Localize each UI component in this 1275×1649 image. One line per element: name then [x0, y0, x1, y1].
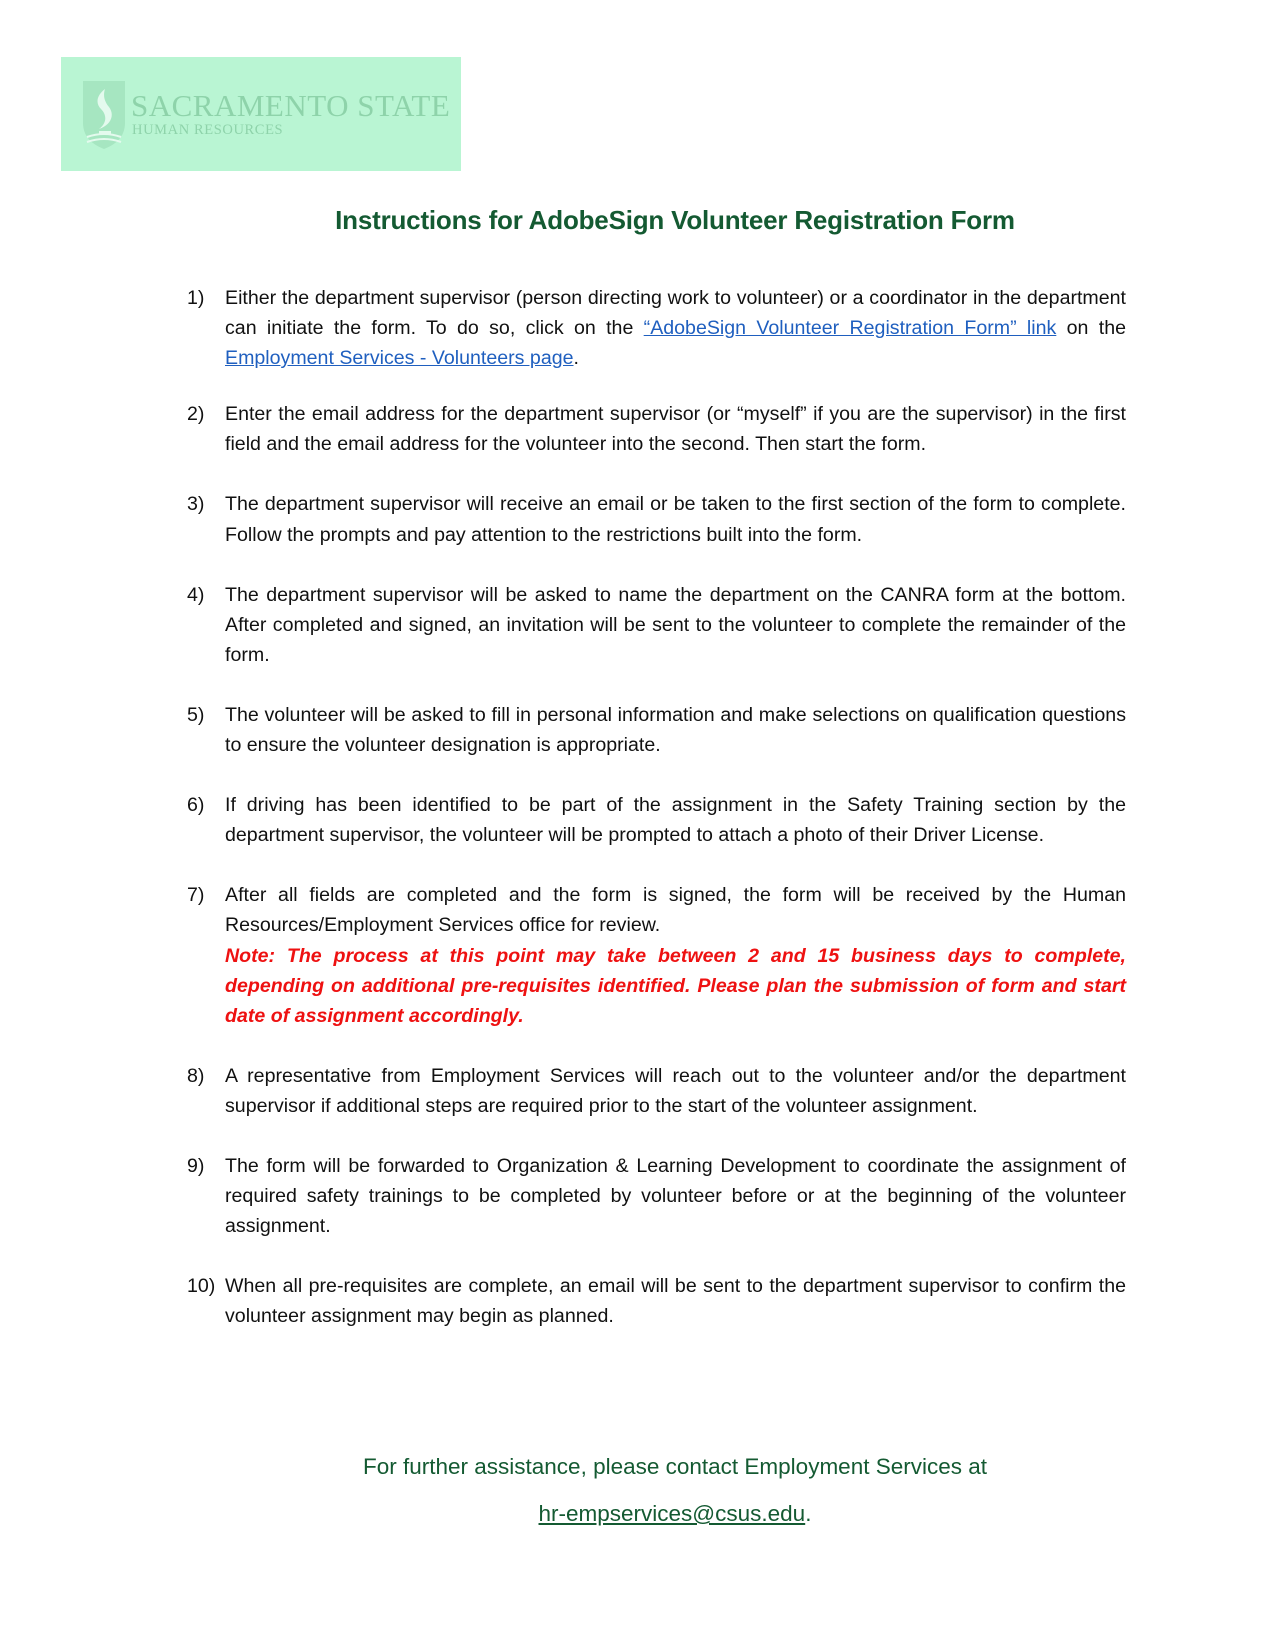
logo-name: SACRAMENTO STATE — [131, 88, 451, 123]
instruction-list — [187, 283, 1126, 1331]
step-number: 7) — [187, 884, 205, 907]
step-number: 5) — [187, 703, 205, 726]
step-text: The department supervisor will receive an email or be taken to the first section of the form to complete. Follow the prompts and pay attention to the restrictions built into the form. — [225, 493, 1126, 546]
step-text: . — [573, 347, 579, 370]
step-text: After all fields are completed and the form is signed, the form will be received by the Human Resources/Employment Services office for review. — [225, 884, 1126, 937]
volunteers-page-link[interactable]: Employment Services - Volunteers page — [225, 347, 574, 370]
processing-time-note: Note: The process at this point may take between 2 and 15 business days to complete, depending on additional pre-requisites identified. Please plan the submission of form and start date of assignment accordingly. — [225, 944, 1126, 1027]
contact-footer: For further assistance, please contact Employment Services at — [362, 1454, 988, 1479]
step-number: 1) — [187, 287, 205, 309]
list-item-step-9 — [187, 1151, 1126, 1241]
step-text: The volunteer will be asked to fill in personal information and make selections on qualification questions to ensure the volunteer designation is appropriate. — [225, 703, 1126, 757]
sacramento-state-hr-logo — [61, 57, 461, 171]
adobesign-form-link[interactable]: “AdobeSign Volunteer Registration Form” link — [643, 317, 1057, 340]
step-text: When all pre-requisites are complete, an email will be sent to the department supervisor to confirm the volunteer assignment may begin as planned. — [225, 1275, 1126, 1328]
list-item-step-2 — [187, 399, 1126, 459]
contact-email-line — [0, 1501, 1275, 1527]
step-number: 3) — [187, 493, 205, 516]
step-number: 10) — [187, 1275, 216, 1298]
step-text: A representative from Employment Services will reach out to the volunteer and/or the department supervisor if additional steps are required prior to the start of the volunteer assignment. — [225, 1064, 1126, 1117]
step-text: Either the department supervisor (person directing work to volunteer) or a coordinator in the department can initiate the form. To do so, click on the — [225, 287, 1126, 340]
footer-period: . — [805, 1501, 812, 1526]
list-item-step-6 — [187, 790, 1126, 850]
page-title: Instructions for AdobeSign Volunteer Registration Form — [335, 205, 1015, 235]
list-item-step-5 — [187, 700, 1126, 760]
step-text: If driving has been identified to be part of the assignment in the Safety Training section by the department supervisor, the volunteer will be prompted to attach a photo of their Driver License. — [225, 794, 1126, 847]
step-text: Enter the email address for the department supervisor (or “myself” if you are the supervisor) in the first field and the email address for the volunteer into the second. Then start the form. — [225, 403, 1126, 456]
step-number: 4) — [187, 583, 205, 606]
list-item-step-3 — [187, 489, 1126, 549]
hornet-flame-logo-icon — [77, 79, 131, 151]
contact-email-link[interactable]: hr-empservices@csus.edu — [538, 1501, 806, 1526]
list-item-step-1 — [187, 283, 1126, 373]
logo-subtitle: HUMAN RESOURCES — [132, 122, 284, 138]
list-item-step-10 — [187, 1271, 1126, 1331]
step-number: 6) — [187, 794, 205, 817]
list-item-step-7 — [187, 880, 1126, 1030]
step-text: The form will be forwarded to Organization & Learning Development to coordinate the assignment of required safety trainings to be completed by volunteer before or at the beginning of the volunteer assignment. — [225, 1154, 1126, 1238]
step-number: 9) — [187, 1154, 205, 1177]
step-number: 8) — [187, 1064, 205, 1087]
list-item-step-8 — [187, 1061, 1126, 1121]
step-number: 2) — [187, 403, 205, 426]
step-text: on the — [1056, 317, 1126, 340]
step-text: The department supervisor will be asked to name the department on the CANRA form at the bottom. After completed and signed, an invitation will be sent to the volunteer to complete the remainder of the form. — [225, 583, 1126, 666]
list-item-step-4 — [187, 580, 1126, 670]
